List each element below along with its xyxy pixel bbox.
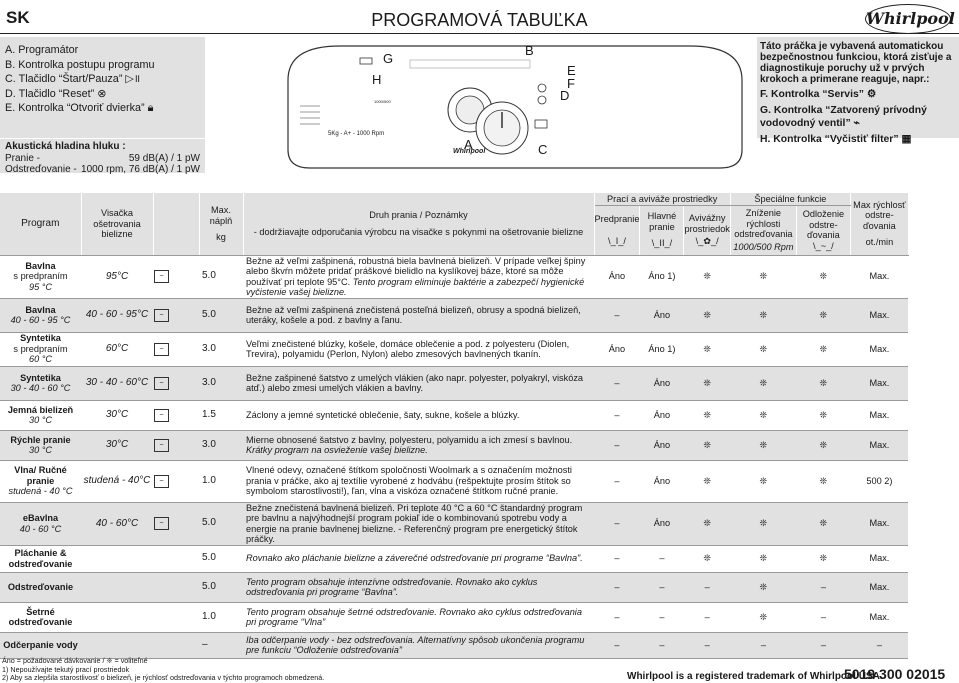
care-label: 60°C — [81, 332, 153, 366]
prewash-value: Áno — [594, 332, 640, 366]
tap-icon: ⌁ — [853, 118, 860, 129]
table-row — [0, 572, 908, 602]
description: Bežne až veľmi zašpinená, robustná biela bavlnená bielizeň. V prípade veľkej špiny alebo škvŕn môžete pridať práškové bielidlo na kyslíkovej báze, ktoré sa môže používať pri teplote 95°C. Tento program eliminuje baktérie a zabezpečí hygienické vyčistenie vašej bielizne. — [243, 255, 594, 298]
max-spin-value: Max. — [850, 602, 908, 632]
spin-reduce-value: ❊ — [730, 332, 796, 366]
care-symbols — [153, 255, 199, 298]
mainwash-value: Áno — [640, 400, 684, 430]
program-name: Syntetika 30 - 40 - 60 °C — [0, 366, 81, 400]
softener-value: ❊ — [684, 460, 730, 502]
acoustic-info — [0, 139, 205, 173]
care-symbols — [153, 400, 199, 430]
legend-left — [0, 37, 205, 138]
col-softener: Avivážny prostriedok \_✿_/ — [684, 205, 730, 255]
mainwash-value: – — [640, 572, 684, 602]
spin-hold-value: ❊ — [796, 366, 850, 400]
mainwash-value: – — [640, 632, 684, 658]
mainwash-value: Áno — [640, 298, 684, 332]
prewash-value: – — [594, 602, 640, 632]
max-spin-value: Max. — [850, 298, 908, 332]
spin-hold-value: – — [796, 572, 850, 602]
care-label: studená - 40°C — [81, 460, 153, 502]
col-care-symbols — [153, 193, 199, 255]
spin-hold-value: ❊ — [796, 430, 850, 460]
max-load: 1.0 — [199, 460, 243, 502]
trademark-note: Whirlpool is a registered trademark of Whirlpool USA. — [627, 671, 883, 682]
description: Bežne zašpinené šatstvo z umelých vlákien (ako napr. polyester, polyakryl, viskóza atď.) alebo zmesi umelých vlákien a bavlny. — [243, 366, 594, 400]
program-name: Bavlna 40 - 60 - 95 °C — [0, 298, 81, 332]
prewash-value: Áno — [594, 255, 640, 298]
care-symbols — [153, 632, 199, 658]
acoustic-row: Pranie - 59 dB(A) / 1 pW — [5, 152, 200, 164]
wash-tub-icon: ~ — [154, 517, 169, 530]
col-description: Druh prania / Poznámky - dodržiavajte odporučania výrobcu na visačke s pokynmi na ošetrovanie bielizne — [243, 193, 594, 255]
legend-item: F. Kontrolka “Servis” ⚙ — [760, 89, 877, 100]
spin-reduce-value: ❊ — [730, 602, 796, 632]
program-table — [0, 193, 909, 659]
whirlpool-logo: Whirlpool — [865, 4, 951, 34]
max-load: 3.0 — [199, 430, 243, 460]
max-spin-value: Max. — [850, 332, 908, 366]
legend-item: D. Tlačidlo “Reset” ⊗ — [5, 87, 107, 100]
footnotes — [2, 657, 324, 683]
table-row — [0, 430, 908, 460]
care-label: 95°C — [81, 255, 153, 298]
spin-reduce-value: ❊ — [730, 572, 796, 602]
spin-reduce-value: – — [730, 632, 796, 658]
prewash-value: – — [594, 430, 640, 460]
footnote: Áno = požadované dávkovanie / ❊ = voliteľné — [2, 656, 148, 665]
prewash-value: – — [594, 366, 640, 400]
program-name: Syntetika s predpraním 60 °C — [0, 332, 81, 366]
spin-reduce-value: ❊ — [730, 502, 796, 545]
care-label: 30°C — [81, 400, 153, 430]
max-load: – — [199, 632, 243, 658]
description: Tento program obsahuje šetrné odstreďovanie. Rovnako ako cyklus odstreďovania pri programe “Vlna” — [243, 602, 594, 632]
max-load: 5.0 — [199, 572, 243, 602]
prewash-value: – — [594, 502, 640, 545]
safety-intro: Táto práčka je vybavená automatickou bezpečnostnou funkciou, ktorá zisťuje a diagnostikuje poruchy už v prvých krokoch a primerane reaguje, napr.: — [760, 41, 952, 85]
prewash-value: – — [594, 298, 640, 332]
control-panel-diagram — [280, 40, 750, 171]
max-load: 5.0 — [199, 255, 243, 298]
max-load: 1.0 — [199, 602, 243, 632]
care-label — [81, 545, 153, 572]
max-load: 5.0 — [199, 545, 243, 572]
prewash-icon: \_I_/ — [608, 236, 626, 246]
panel-label-b: B — [525, 43, 534, 58]
care-symbols — [153, 545, 199, 572]
wash-tub-icon: ~ — [154, 475, 169, 488]
mainwash-value: Áno — [640, 366, 684, 400]
care-label — [81, 632, 153, 658]
max-spin-value: Max. — [850, 255, 908, 298]
mainwash-value: Áno 1) — [640, 255, 684, 298]
panel-brand: Whirlpool — [453, 148, 486, 155]
capacity-label: 5Kg - A+ - 1000 Rpm — [328, 131, 385, 137]
legend-right — [757, 37, 959, 145]
prewash-value: – — [594, 400, 640, 430]
filter-icon: ▦ — [901, 134, 912, 145]
table-row — [0, 632, 908, 658]
program-name: Rýchle pranie 30 °C — [0, 430, 81, 460]
program-name: eBavlna 40 - 60 °C — [0, 502, 81, 545]
wash-tub-icon: ~ — [154, 343, 169, 356]
col-spin-hold: Odloženie odstre-ďovania \_~_/ — [796, 205, 850, 255]
spin-hold-value: ❊ — [796, 545, 850, 572]
panel-label-c: C — [538, 142, 548, 157]
softener-value: ❊ — [684, 400, 730, 430]
mainwash-value: – — [640, 602, 684, 632]
table-row — [0, 545, 908, 572]
max-load: 3.0 — [199, 332, 243, 366]
softener-value: ❊ — [684, 430, 730, 460]
description: Bežne znečistená bavlnená bielizeň. Pri teplote 40 °C a 60 °C štandardný program pre bavlnu a najvýhodnejší program pokiaľ ide o kombinovanú spotrebu vody a energie na pranie bavlnenej bielizne. - Referenčný program pre energetický štítok práčky. — [243, 502, 594, 545]
spin-reduce-value: ❊ — [730, 430, 796, 460]
description: Vlnené odevy, označené štítkom spoločnosti Woolmark a s označením možnosti prania v práčke, ako aj textílie vyrobené z hodvábu (rešpektujte prosím štítok so symbolom starostlivosti!), ľan, vlna a viskóza označené štítkom ručné pranie. — [243, 460, 594, 502]
spin-hold-value: – — [796, 632, 850, 658]
prewash-value: – — [594, 460, 640, 502]
panel-label-e: E — [567, 63, 576, 78]
legend-item: B. Kontrolka postupu programu — [5, 58, 155, 71]
spin-reduce-value: ❊ — [730, 366, 796, 400]
care-symbols — [153, 430, 199, 460]
footnote: 2) Aby sa zlepšila starostlivosť o bielizeň, je rýchlosť odstreďovania v týchto programoch obmedzená. — [2, 673, 325, 682]
legend-item: C. Tlačidlo “Štart/Pauza” ▷॥ — [5, 73, 141, 85]
legend-item: E. Kontrolka “Otvoriť dvierka” 🔒︎ — [5, 102, 154, 114]
control-panel-drawing — [280, 40, 750, 171]
description: Záclony a jemné syntetické oblečenie, šaty, sukne, košele a blúzky. — [243, 400, 594, 430]
mainwash-icon: \_II_/ — [651, 238, 673, 249]
max-spin-value: Max. — [850, 366, 908, 400]
table-row — [0, 602, 908, 632]
max-spin-value: Max. — [850, 430, 908, 460]
group-special: Špeciálne funkcie — [730, 193, 850, 205]
max-spin-value: – — [850, 632, 908, 658]
acoustic-row: Odstreďovanie - 1000 rpm, 76 dB(A) / 1 pW — [5, 164, 200, 175]
legend-item: G. Kontrolka “Zatvorený prívodný vodovodný ventil” ⌁ — [760, 105, 927, 129]
col-spin-reduce: Zníženie rýchlosti odstreďovania 1000/500 Rpm — [730, 205, 796, 255]
spin-hold-value: – — [796, 602, 850, 632]
softener-value: – — [684, 572, 730, 602]
max-spin-value: Max. — [850, 400, 908, 430]
spin-reduce-value: ❊ — [730, 400, 796, 430]
program-name: Vlna/ Ručné pranie studená - 40 °C — [0, 460, 81, 502]
panel-label-g: G — [383, 51, 394, 66]
description: Veľmi znečistené blúzky, košele, domáce oblečenie a pod. z polyesteru (Diolen, Trevira), polyamidu (Perlon, Nylon) alebo zmesových bavlnených tkanín. — [243, 332, 594, 366]
table-row — [0, 298, 908, 332]
table-header-row — [0, 193, 908, 205]
max-spin-value: 500 2) — [850, 460, 908, 502]
care-symbols — [153, 460, 199, 502]
panel-label-f: F — [567, 76, 575, 91]
care-label — [81, 602, 153, 632]
spin-reduce-value: ❊ — [730, 545, 796, 572]
program-name: Pláchanie & odstreďovanie — [0, 545, 81, 572]
care-symbols — [153, 298, 199, 332]
care-symbols — [153, 572, 199, 602]
spin-reduce-value: ❊ — [730, 460, 796, 502]
reset-icon: ⊗ — [97, 87, 107, 100]
col-max-load: Max. náplň kg — [199, 193, 243, 255]
col-mainwash: Hlavné pranie \_II_/ — [640, 205, 684, 255]
program-name: Jemná bielizeň 30 °C — [0, 400, 81, 430]
care-label: 40 - 60°C — [81, 502, 153, 545]
group-detergent: Prací a aviváže prostriedky — [594, 193, 730, 205]
description: Mierne obnosené šatstvo z bavlny, polyesteru, polyamidu a ich zmesí s bavlnou. Krátky program na osvieženie vašej bielizne. — [243, 430, 594, 460]
mainwash-value: Áno 1) — [640, 332, 684, 366]
description: Tento program obsahuje intenzívne odstreďovanie. Rovnako ako cyklus odstreďovania pri programe “Bavlna”. — [243, 572, 594, 602]
wash-tub-icon: ~ — [154, 270, 169, 283]
wash-tub-icon: ~ — [154, 409, 169, 422]
col-prewash: Predpranie \_I_/ — [594, 205, 640, 255]
table-row — [0, 366, 908, 400]
spin-hold-value: ❊ — [796, 400, 850, 430]
description: Rovnako ako pláchanie bielizne a záverečné odstreďovanie pri programe “Bavlna”. — [243, 545, 594, 572]
language-code: SK — [6, 8, 30, 27]
table-row — [0, 400, 908, 430]
acoustic-title: Akustická hladina hluku : — [5, 141, 126, 152]
care-label: 30°C — [81, 430, 153, 460]
care-symbols — [153, 602, 199, 632]
softener-value: ❊ — [684, 332, 730, 366]
table-row — [0, 332, 908, 366]
program-name: Bavlna s predpraním 95 °C — [0, 255, 81, 298]
mainwash-value: – — [640, 545, 684, 572]
max-load: 5.0 — [199, 298, 243, 332]
prewash-value: – — [594, 545, 640, 572]
col-care: Visačka ošetrovania bielizne — [81, 193, 153, 255]
max-spin-value: Max. — [850, 502, 908, 545]
max-spin-value: Max. — [850, 545, 908, 572]
softener-value: ❊ — [684, 545, 730, 572]
service-icon: ⚙ — [866, 89, 877, 100]
table-row — [0, 502, 908, 545]
max-load: 5.0 — [199, 502, 243, 545]
mainwash-value: Áno — [640, 502, 684, 545]
softener-value: – — [684, 632, 730, 658]
page-title: PROGRAMOVÁ TABUĽKA — [371, 10, 588, 30]
care-symbols — [153, 366, 199, 400]
footnote: 1) Nepoužívajte tekutý prací prostriedok — [2, 664, 130, 674]
care-symbols — [153, 332, 199, 366]
legend-item: A. Programátor — [5, 44, 79, 56]
header-divider — [0, 33, 959, 34]
col-program: Program — [0, 193, 81, 255]
care-symbols — [153, 502, 199, 545]
hold-icon: \_~_/ — [813, 240, 834, 251]
program-name: Šetrné odstreďovanie — [0, 602, 81, 632]
wash-tub-icon: ~ — [154, 377, 169, 390]
spin-reduce-value: ❊ — [730, 298, 796, 332]
program-name: Odčerpanie vody — [0, 632, 81, 658]
spin-hold-value: ❊ — [796, 298, 850, 332]
mainwash-value: Áno — [640, 460, 684, 502]
max-load: 1.5 — [199, 400, 243, 430]
wash-tub-icon: ~ — [154, 309, 169, 322]
col-max-spin: Max rýchlosť odstre-ďovania ot./min — [850, 193, 908, 255]
spin-hold-value: ❊ — [796, 255, 850, 298]
prewash-value: – — [594, 572, 640, 602]
legend-item: H. Kontrolka “Vyčistiť filter” ▦ — [760, 134, 912, 145]
care-label — [81, 572, 153, 602]
start-pause-icon: ▷॥ — [125, 73, 141, 85]
softener-value: – — [684, 602, 730, 632]
panel-label-a: A — [464, 137, 473, 152]
max-load: 3.0 — [199, 366, 243, 400]
table-body — [0, 255, 908, 658]
program-name: Odstreďovanie — [0, 572, 81, 602]
description: Bežne až veľmi zašpinená znečistená posteľná bielizeň, obrusy a spodná bielizeň, uteráky, košele a pod. z bavlny a ľanu. — [243, 298, 594, 332]
panel-label-h: H — [372, 72, 382, 87]
panel-label-d: D — [560, 88, 570, 103]
softener-value: ❊ — [684, 502, 730, 545]
spin-hold-value: ❊ — [796, 502, 850, 545]
description: Iba odčerpanie vody - bez odstreďovania. Alternatívny spôsob ukončenia programu pre funkciu “Odloženie odstreďovania” — [243, 632, 594, 658]
lock-icon: 🔒︎ — [147, 102, 154, 114]
spin-hold-value: ❊ — [796, 460, 850, 502]
spin-hold-value: ❊ — [796, 332, 850, 366]
document-number: 5019 300 02015 — [844, 666, 946, 682]
mainwash-value: Áno — [640, 430, 684, 460]
softener-icon: \_✿_/ — [695, 236, 719, 247]
spin-reduce-value: ❊ — [730, 255, 796, 298]
softener-value: ❊ — [684, 298, 730, 332]
speed-label: 1000/500 — [374, 99, 391, 104]
softener-value: ❊ — [684, 255, 730, 298]
wash-tub-icon: ~ — [154, 439, 169, 452]
max-spin-value: Max. — [850, 572, 908, 602]
table-row — [0, 255, 908, 298]
care-label: 40 - 60 - 95°C — [81, 298, 153, 332]
prewash-value: – — [594, 632, 640, 658]
softener-value: ❊ — [684, 366, 730, 400]
care-label: 30 - 40 - 60°C — [81, 366, 153, 400]
table-row — [0, 460, 908, 502]
